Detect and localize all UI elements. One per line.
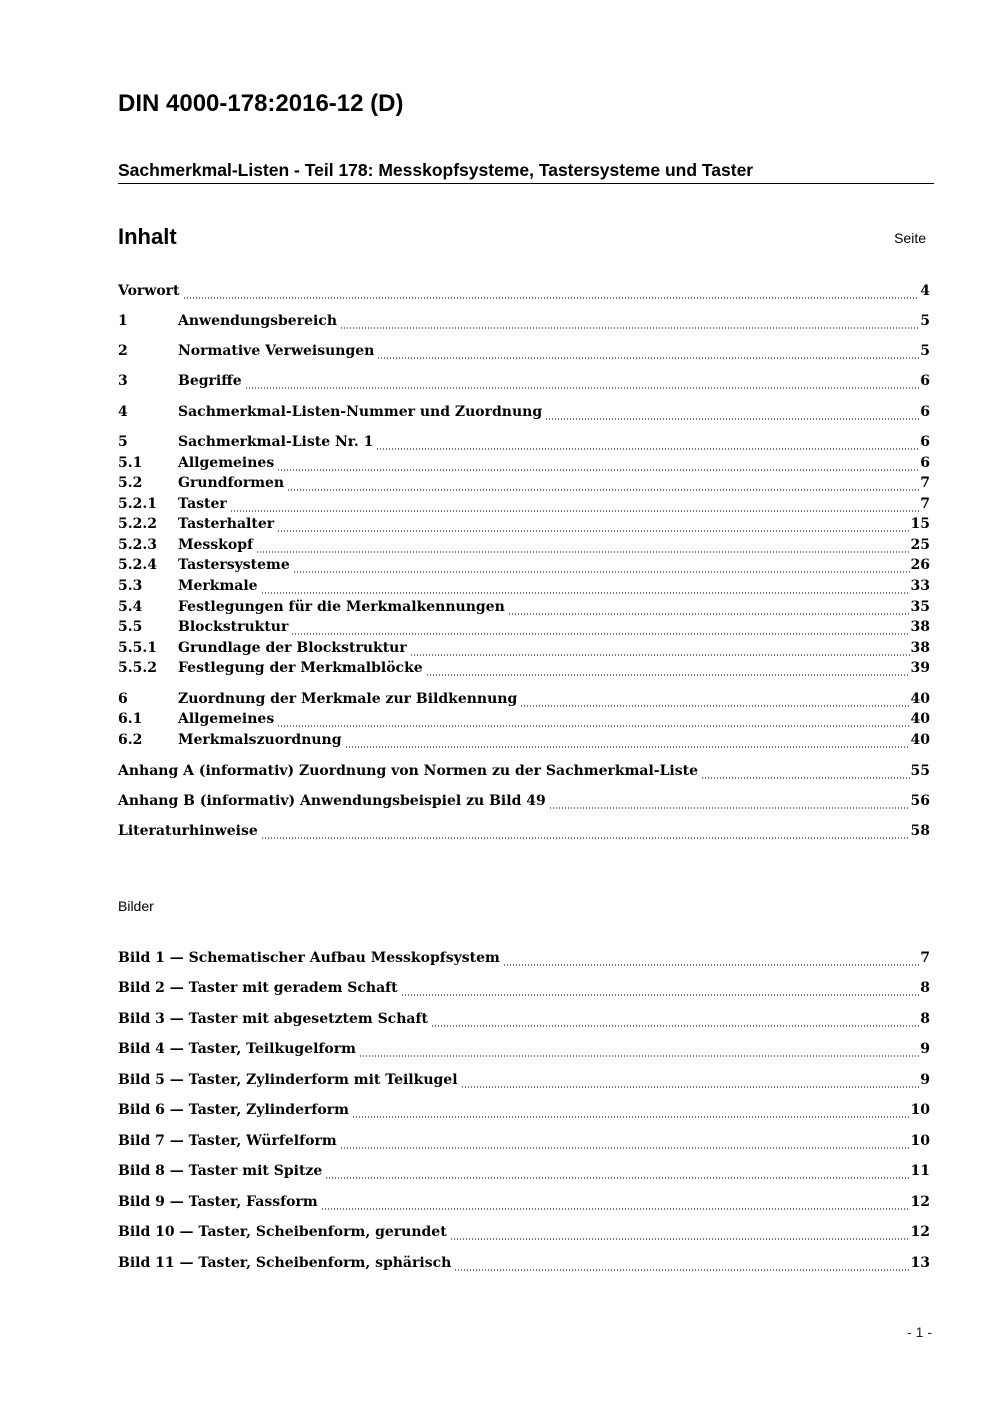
- toc-entry-number: 5.5.2: [118, 660, 157, 676]
- toc-entry-page: 6: [920, 434, 930, 450]
- toc-entry-page: 55: [910, 763, 930, 779]
- figure-entry-page: 13: [910, 1255, 930, 1271]
- toc-entry[interactable]: [118, 514, 930, 534]
- toc-entry-label: Anhang A (informativ) Zuordnung von Normen zu der Sachmerkmal-Liste: [118, 763, 699, 779]
- figure-entry-label: Bild 1 — Schematischer Aufbau Messkopfsystem: [118, 950, 500, 966]
- toc-entry[interactable]: [118, 617, 930, 637]
- dot-leader: [503, 948, 919, 968]
- figure-entry[interactable]: [118, 1100, 930, 1120]
- dot-leader: [291, 617, 909, 637]
- toc-entry-label: Literaturhinweise: [118, 823, 258, 839]
- figure-entry[interactable]: [118, 1009, 930, 1029]
- dot-leader: [454, 1253, 909, 1273]
- figure-entry-page: 8: [920, 1011, 930, 1027]
- document-subtitle: Sachmerkmal-Listen - Teil 178: Messkopfsysteme, Tastersysteme und Taster: [118, 160, 934, 184]
- dot-leader: [340, 1131, 910, 1151]
- toc-entry[interactable]: [118, 453, 930, 473]
- figure-entry-label: Bild 4 — Taster, Teilkugelform: [118, 1041, 356, 1057]
- toc-entry-label: Zuordnung der Merkmale zur Bildkennung: [178, 691, 518, 707]
- figure-entry-page: 11: [910, 1163, 930, 1179]
- toc-entry-page: 6: [920, 455, 930, 471]
- document-title: DIN 4000-178:2016-12 (D): [118, 90, 404, 117]
- toc-entry-number: 3: [118, 373, 128, 389]
- dot-leader: [359, 1039, 919, 1059]
- toc-entry-number: 5.2.1: [118, 496, 157, 512]
- toc-entry-label: Allgemeines: [178, 711, 275, 727]
- toc-entry-label: Vorwort: [118, 283, 180, 299]
- figure-entry-page: 9: [920, 1072, 930, 1088]
- toc-entry-number: 5.2.4: [118, 557, 157, 573]
- toc-entry-label: Grundlage der Blockstruktur: [178, 640, 407, 656]
- toc-entry[interactable]: [118, 638, 930, 658]
- toc-entry-label: Blockstruktur: [178, 619, 289, 635]
- dot-leader: [461, 1070, 920, 1090]
- figure-entry[interactable]: [118, 1253, 930, 1273]
- toc-heading: Inhalt: [118, 224, 177, 249]
- dot-leader: [287, 473, 919, 493]
- dot-leader: [431, 1009, 919, 1029]
- toc-entry-number: 5.2.3: [118, 537, 157, 553]
- toc-entry-page: 15: [910, 516, 930, 532]
- toc-entry[interactable]: [118, 821, 930, 841]
- toc-entry-number: 4: [118, 404, 128, 420]
- figure-entry-label: Bild 3 — Taster mit abgesetztem Schaft: [118, 1011, 428, 1027]
- toc-entry[interactable]: [118, 432, 930, 452]
- dot-leader: [701, 761, 910, 781]
- dot-leader: [352, 1100, 910, 1120]
- toc-entry-number: 5.5: [118, 619, 143, 635]
- toc-entry-page: 40: [910, 691, 930, 707]
- figure-entry-label: Bild 6 — Taster, Zylinderform: [118, 1102, 349, 1118]
- dot-leader: [245, 371, 920, 391]
- toc-entry-number: 5.1: [118, 455, 143, 471]
- toc-entry-page: 6: [920, 404, 930, 420]
- figure-entry-page: 8: [920, 980, 930, 996]
- figure-entry[interactable]: [118, 1039, 930, 1059]
- toc-entry-number: 5.3: [118, 578, 143, 594]
- dot-leader: [401, 978, 920, 998]
- toc-entry-page: 40: [910, 711, 930, 727]
- figure-entry[interactable]: [118, 1131, 930, 1151]
- dot-leader: [325, 1161, 909, 1181]
- toc-entry[interactable]: [118, 730, 930, 750]
- dot-leader: [277, 453, 919, 473]
- toc-entry-label: Sachmerkmal-Liste Nr. 1: [178, 434, 374, 450]
- toc-entry-page: 26: [910, 557, 930, 573]
- toc-entry-label: Anwendungsbereich: [178, 313, 337, 329]
- page-column-label: Seite: [894, 230, 926, 246]
- toc-entry-number: 6.2: [118, 732, 143, 748]
- toc-entry-label: Anhang B (informativ) Anwendungsbeispiel zu Bild 49: [118, 793, 546, 809]
- toc-entry[interactable]: [118, 658, 930, 678]
- dot-leader: [256, 535, 909, 555]
- dot-leader: [450, 1222, 910, 1242]
- figure-entry-label: Bild 10 — Taster, Scheibenform, gerundet: [118, 1224, 447, 1240]
- dot-leader: [183, 281, 920, 301]
- page-number: - 1 -: [907, 1324, 932, 1340]
- toc-entry-label: Festlegungen für die Merkmalkennungen: [178, 599, 505, 615]
- toc-entry-number: 5.5.1: [118, 640, 157, 656]
- toc-entry-number: 6.1: [118, 711, 143, 727]
- toc-entry-label: Begriffe: [178, 373, 242, 389]
- toc-entry[interactable]: [118, 494, 930, 514]
- figure-entry[interactable]: [118, 1070, 930, 1090]
- toc-entry-label: Merkmale: [178, 578, 258, 594]
- figure-entry[interactable]: [118, 1161, 930, 1181]
- toc-entry-label: Tastersysteme: [178, 557, 290, 573]
- dot-leader: [293, 555, 910, 575]
- dot-leader: [545, 402, 919, 422]
- toc-entry-page: 40: [910, 732, 930, 748]
- toc-entry-page: 56: [910, 793, 930, 809]
- figure-entry-page: 9: [920, 1041, 930, 1057]
- toc-entry-label: Messkopf: [178, 537, 254, 553]
- toc-entry-label: Festlegung der Merkmalblöcke: [178, 660, 423, 676]
- toc-entry[interactable]: [118, 576, 930, 596]
- toc-entry-page: 38: [910, 619, 930, 635]
- toc-entry-label: Taster: [178, 496, 227, 512]
- toc-entry-label: Tasterhalter: [178, 516, 275, 532]
- toc-entry-page: 33: [910, 578, 930, 594]
- figure-entry-label: Bild 8 — Taster mit Spitze: [118, 1163, 323, 1179]
- toc-entry-page: 39: [910, 660, 930, 676]
- figure-entry-page: 10: [910, 1133, 930, 1149]
- dot-leader: [277, 514, 909, 534]
- toc-entry-page: 58: [910, 823, 930, 839]
- figure-entry[interactable]: [118, 1222, 930, 1242]
- figure-entry-label: Bild 7 — Taster, Würfelform: [118, 1133, 337, 1149]
- figure-entry[interactable]: [118, 1192, 930, 1212]
- toc-entry[interactable]: [118, 371, 930, 391]
- dot-leader: [345, 730, 910, 750]
- figure-entry[interactable]: [118, 978, 930, 998]
- dot-leader: [520, 689, 909, 709]
- toc-entry-number: 6: [118, 691, 128, 707]
- dot-leader: [261, 821, 910, 841]
- figure-entry[interactable]: [118, 948, 930, 968]
- toc-entry-number: 2: [118, 343, 128, 359]
- figure-entry-label: Bild 5 — Taster, Zylinderform mit Teilkugel: [118, 1072, 458, 1088]
- toc-entry-page: 7: [920, 496, 930, 512]
- dot-leader: [230, 494, 919, 514]
- toc-entry-page: 35: [910, 599, 930, 615]
- dot-leader: [277, 709, 909, 729]
- toc-entry-number: 5.2.2: [118, 516, 157, 532]
- figure-entry-page: 7: [920, 950, 930, 966]
- toc-entry-page: 25: [910, 537, 930, 553]
- toc-entry[interactable]: [118, 281, 930, 301]
- dot-leader: [426, 658, 910, 678]
- figure-entry-label: Bild 2 — Taster mit geradem Schaft: [118, 980, 398, 996]
- dot-leader: [508, 597, 910, 617]
- dot-leader: [261, 576, 910, 596]
- toc-entry[interactable]: [118, 535, 930, 555]
- toc-entry[interactable]: [118, 689, 930, 709]
- toc-entry[interactable]: [118, 473, 930, 493]
- toc-entry[interactable]: [118, 311, 930, 331]
- toc-entry[interactable]: [118, 402, 930, 422]
- toc-entry[interactable]: [118, 791, 930, 811]
- toc-entry-number: 5.2: [118, 475, 143, 491]
- dot-leader: [376, 432, 919, 452]
- toc-entry-label: Normative Verweisungen: [178, 343, 375, 359]
- toc-entry-number: 5: [118, 434, 128, 450]
- dot-leader: [377, 341, 919, 361]
- figure-entry-label: Bild 9 — Taster, Fassform: [118, 1194, 318, 1210]
- toc-entry[interactable]: [118, 709, 930, 729]
- figure-entry-page: 12: [910, 1194, 930, 1210]
- toc-entry[interactable]: [118, 555, 930, 575]
- toc-entry-number: 5.4: [118, 599, 143, 615]
- dot-leader: [410, 638, 910, 658]
- toc-entry-page: 38: [910, 640, 930, 656]
- dot-leader: [340, 311, 919, 331]
- toc-entry[interactable]: [118, 761, 930, 781]
- toc-entry[interactable]: [118, 597, 930, 617]
- figure-entry-page: 12: [910, 1224, 930, 1240]
- toc-entry-page: 4: [920, 283, 930, 299]
- toc-entry-label: Merkmalszuordnung: [178, 732, 342, 748]
- toc-entry-page: 5: [920, 343, 930, 359]
- dot-leader: [549, 791, 910, 811]
- toc-entry-page: 5: [920, 313, 930, 329]
- toc-entry-label: Grundformen: [178, 475, 285, 491]
- toc-entry[interactable]: [118, 341, 930, 361]
- figures-heading: Bilder: [118, 898, 154, 914]
- figure-entry-label: Bild 11 — Taster, Scheibenform, sphärisch: [118, 1255, 452, 1271]
- dot-leader: [321, 1192, 910, 1212]
- toc-entry-page: 6: [920, 373, 930, 389]
- toc-entry-number: 1: [118, 313, 128, 329]
- toc-entry-page: 7: [920, 475, 930, 491]
- figure-entry-page: 10: [910, 1102, 930, 1118]
- toc-entry-label: Allgemeines: [178, 455, 275, 471]
- toc-entry-label: Sachmerkmal-Listen-Nummer und Zuordnung: [178, 404, 543, 420]
